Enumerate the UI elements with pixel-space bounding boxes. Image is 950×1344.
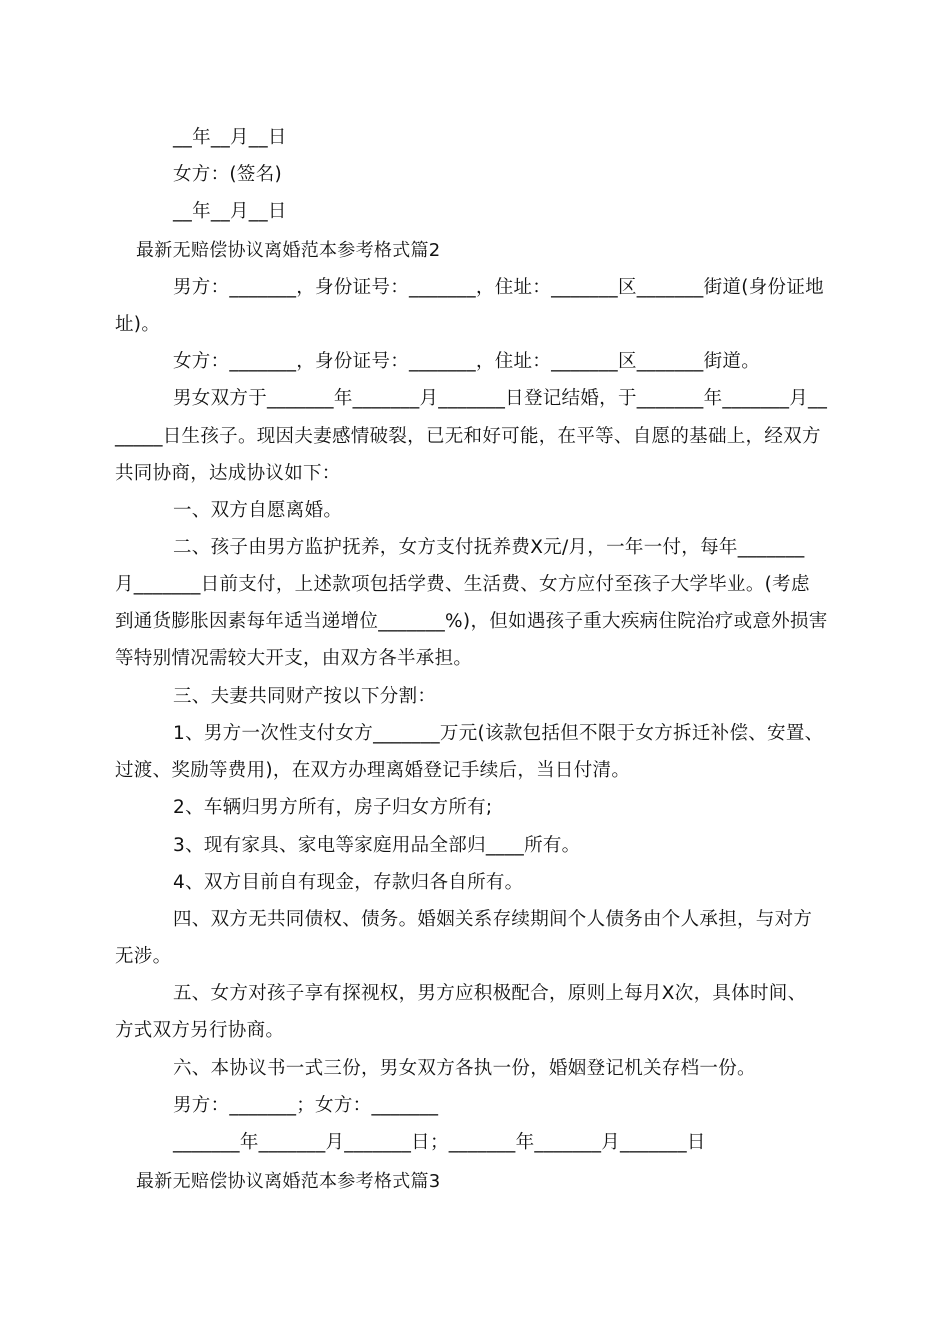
clause-line: 2、车辆归男方所有，房子归女方所有; xyxy=(173,797,493,818)
clause-line: 二、孩子由男方监护抚养，女方支付抚养费X元/月，一年一付，每年_______ xyxy=(173,537,805,558)
paragraph-line: _____日生孩子。现因夫妻感情破裂，已无和好可能，在平等、自愿的基础上，经双方 xyxy=(115,426,821,447)
clause-line: 方式双方另行协商。 xyxy=(115,1020,285,1041)
section-heading: 最新无赔偿协议离婚范本参考格式篇2 xyxy=(136,240,441,261)
clause-line: 五、女方对孩子享有探视权，男方应积极配合，原则上每月X次，具体时间、 xyxy=(173,983,807,1004)
signature-date-line: _______年_______月_______日；_______年_______月_______日 xyxy=(173,1132,706,1153)
paragraph-line: 男女双方于_______年_______月_______日登记结婚，于_______年_______月__ xyxy=(173,388,828,409)
paragraph-line: 男方：_______，身份证号：_______，住址：_______区_______街道(身份证地 xyxy=(173,277,824,298)
clause-line: 月_______日前支付，上述款项包括学费、生活费、女方应付至孩子大学毕业。(考虑 xyxy=(115,574,810,595)
clause-line: 六、本协议书一式三份，男女双方各执一份，婚姻登记机关存档一份。 xyxy=(173,1058,756,1079)
wife-signature-line: 女方：(签名) xyxy=(173,164,283,185)
clause-line: 过渡、奖励等费用)，在双方办理离婚登记手续后，当日付清。 xyxy=(115,760,631,781)
clause-line: 三、夫妻共同财产按以下分割： xyxy=(173,686,437,707)
paragraph-line: 共同协商，达成协议如下： xyxy=(115,463,341,484)
clause-line: 无涉。 xyxy=(115,946,172,967)
clause-line: 3、现有家具、家电等家庭用品全部归____所有。 xyxy=(173,835,581,856)
date-line: __年__月__日 xyxy=(173,127,287,148)
clause-line: 一、双方自愿离婚。 xyxy=(173,500,343,521)
clause-line: 四、双方无共同债权、债务。婚姻关系存续期间个人债务由个人承担，与对方 xyxy=(173,909,813,930)
clause-line: 1、男方一次性支付女方_______万元(该款包括但不限于女方拆迁补偿、安置、 xyxy=(173,723,824,744)
signature-line: 男方：_______；女方：_______ xyxy=(173,1095,439,1116)
paragraph-line: 女方：_______，身份证号：_______，住址：_______区_______街道。 xyxy=(173,351,761,372)
section-heading: 最新无赔偿协议离婚范本参考格式篇3 xyxy=(136,1171,441,1192)
date-line: __年__月__日 xyxy=(173,201,287,222)
clause-line: 等特别情况需较大开支，由双方各半承担。 xyxy=(115,648,473,669)
clause-line: 到通货膨胀因素每年适当递增位_______%)，但如遇孩子重大疾病住院治疗或意外损害 xyxy=(115,611,828,632)
paragraph-line: 址)。 xyxy=(115,314,161,335)
clause-line: 4、双方目前自有现金，存款归各自所有。 xyxy=(173,872,524,893)
